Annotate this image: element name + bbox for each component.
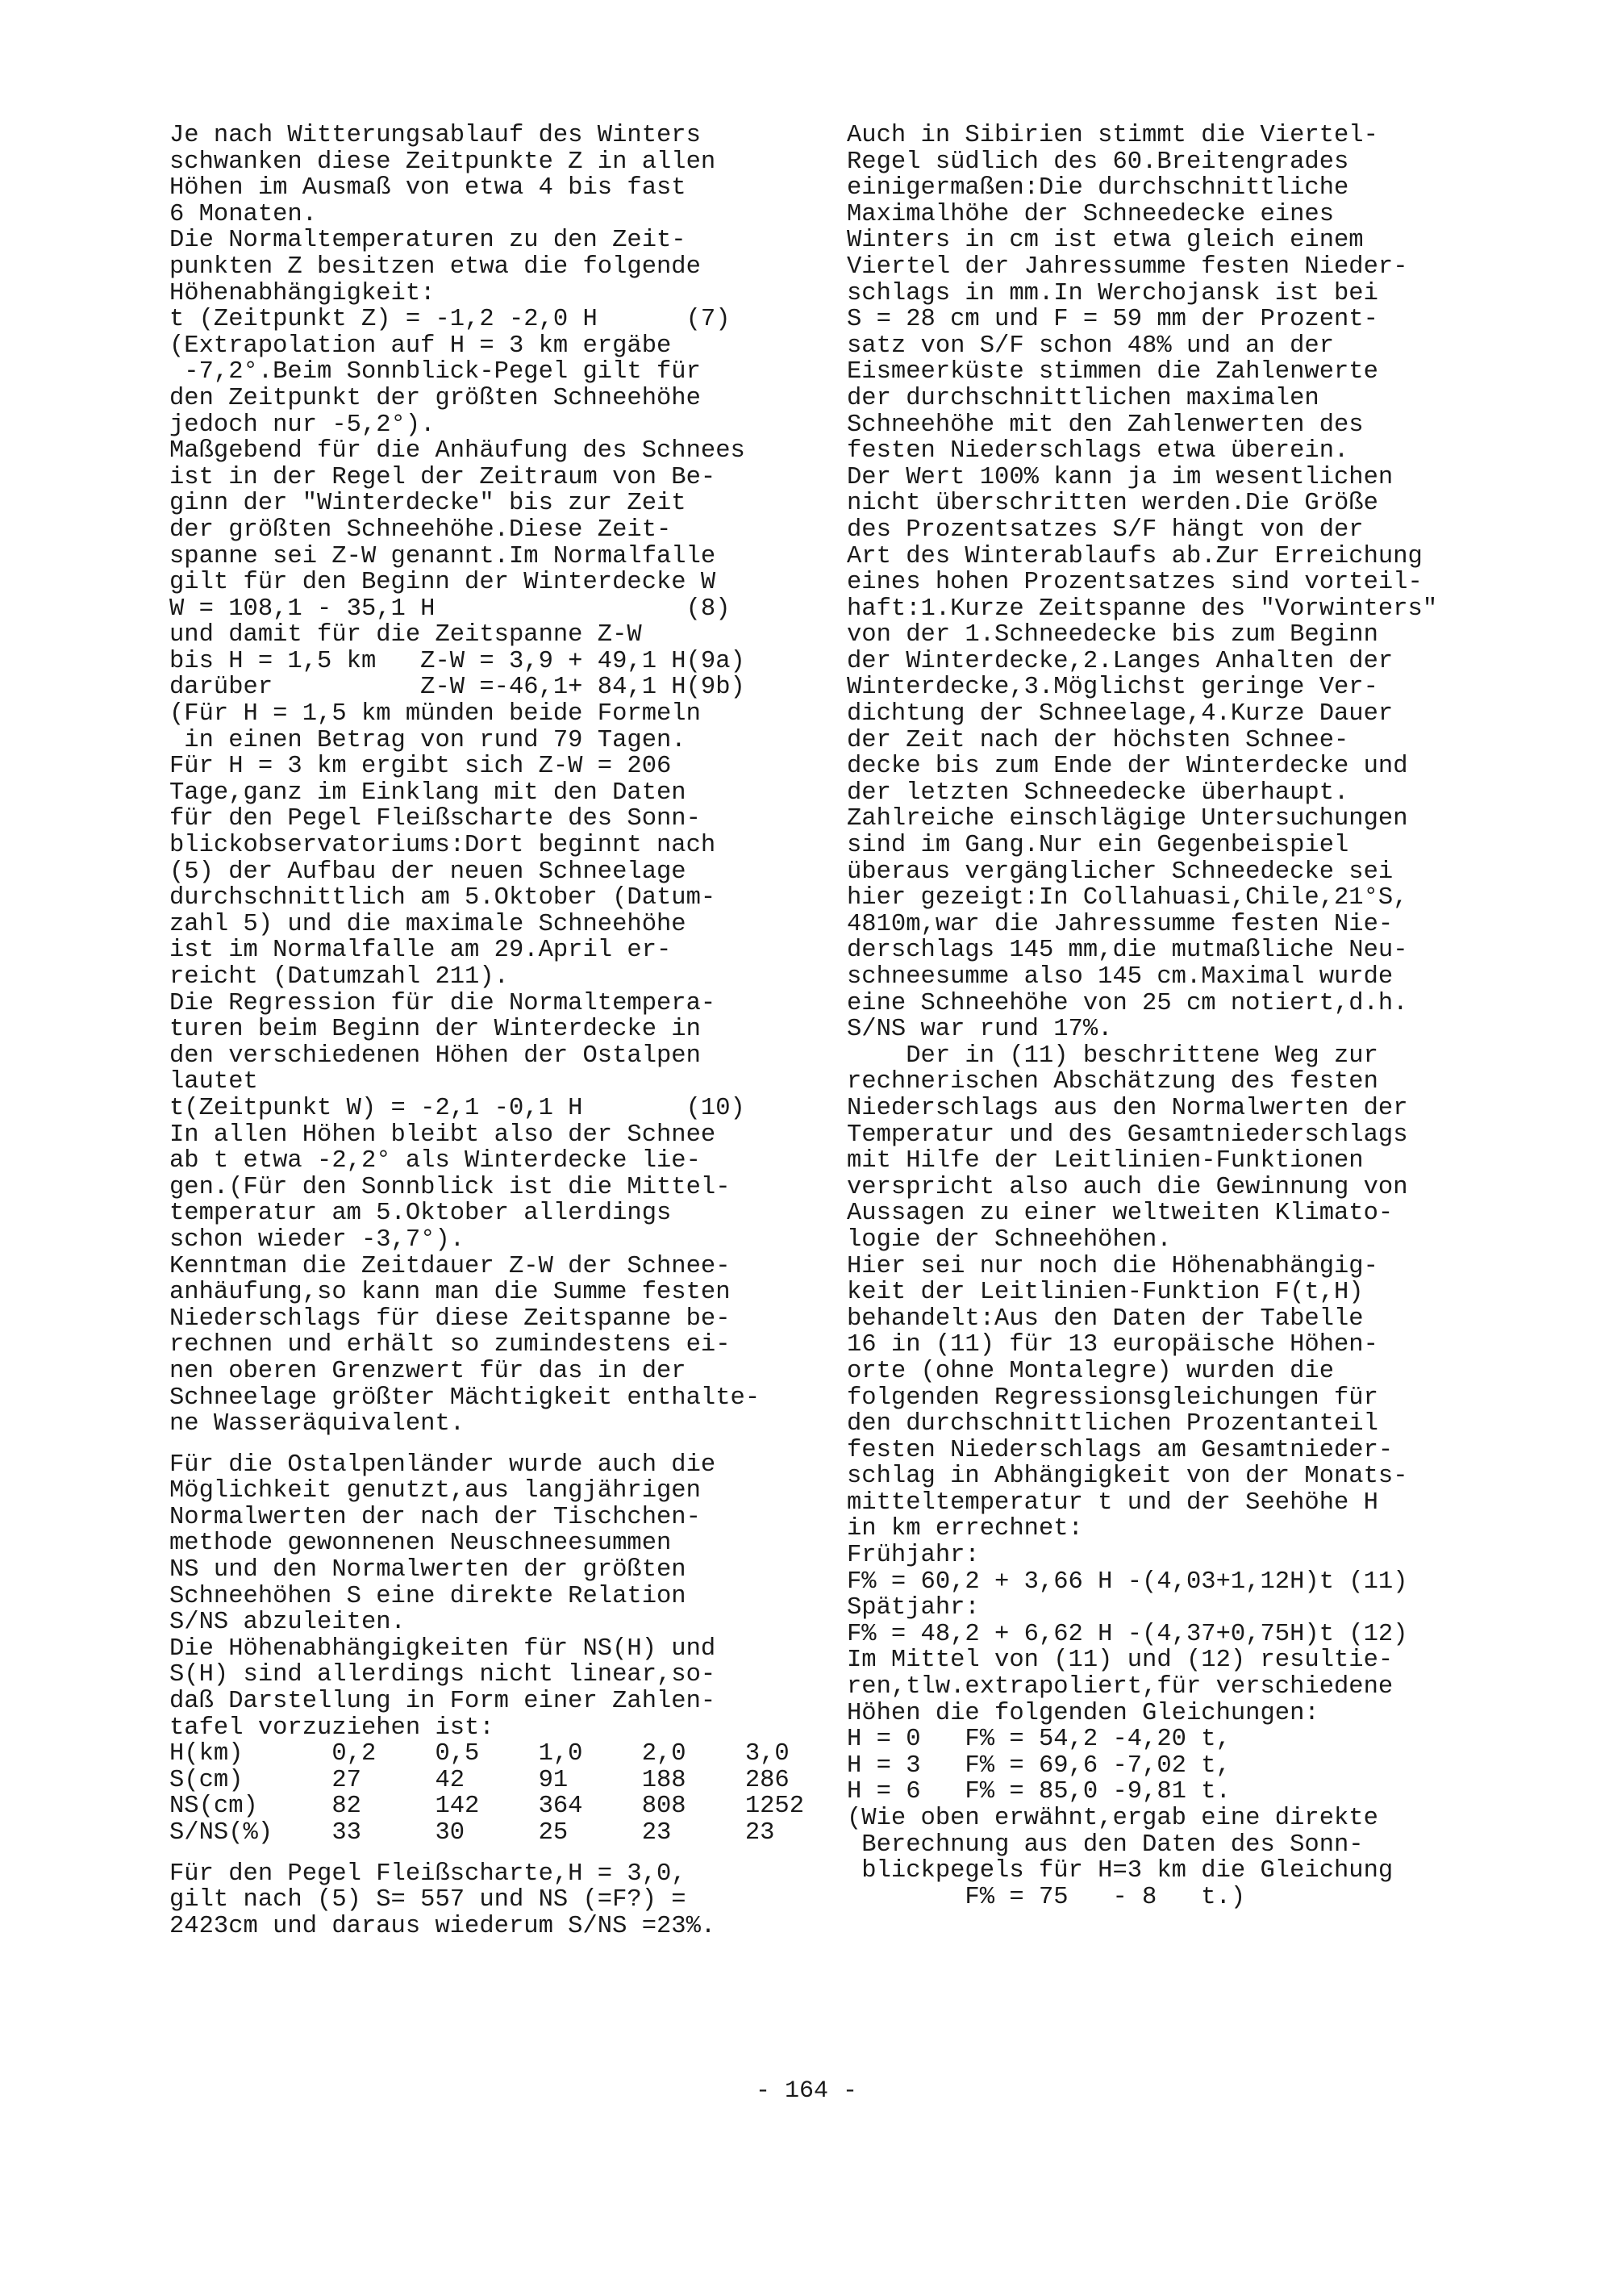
text-line: -7,2°.Beim Sonnblick-Pegel gilt für xyxy=(169,358,701,386)
text-line: S/NS abzuleiten. xyxy=(169,1609,406,1637)
text-line: der durchschnittlichen maximalen xyxy=(847,384,1319,412)
text-line: sind im Gang.Nur ein Gegenbeispiel xyxy=(847,832,1349,860)
text-line: daß Darstellung in Form einer Zahlen- xyxy=(169,1688,716,1716)
text-line: mitteltemperatur t und der Seehöhe H xyxy=(847,1488,1378,1517)
text-line: bis H = 1,5 km Z-W = 3,9 + 49,1 H(9a) xyxy=(169,647,745,675)
text-line: Höhen die folgenden Gleichungen: xyxy=(847,1699,1319,1727)
text-line: keit der Leitlinien-Funktion F(t,H) xyxy=(847,1279,1364,1307)
text-line: schneesumme also 145 cm.Maximal wurde xyxy=(847,963,1394,991)
text-line: Temperatur und des Gesamtniederschlags xyxy=(847,1121,1408,1149)
text-line: nen oberen Grenzwert für das in der xyxy=(169,1357,686,1385)
text-line: Für den Pegel Fleißscharte,H = 3,0, xyxy=(169,1860,686,1888)
text-line: Zahlreiche einschlägige Untersuchungen xyxy=(847,805,1408,833)
text-line: der größten Schneehöhe.Diese Zeit- xyxy=(169,516,672,544)
text-line: blickobservatoriums:Dort beginnt nach xyxy=(169,832,716,860)
text-line: Winterdecke,3.Möglichst geringe Ver- xyxy=(847,674,1378,702)
text-line: ist in der Regel der Zeitraum von Be- xyxy=(169,463,716,491)
text-line: S = 28 cm und F = 59 mm der Prozent- xyxy=(847,306,1378,334)
text-line: Maßgebend für die Anhäufung des Schnees xyxy=(169,437,745,465)
text-line: NS(cm) 82 142 364 808 1252 xyxy=(169,1793,805,1821)
text-line: NS und den Normalwerten der größten xyxy=(169,1556,686,1584)
text-line: hier gezeigt:In Collahuasi,Chile,21°S, xyxy=(847,884,1408,912)
text-line: der letzten Schneedecke überhaupt. xyxy=(847,779,1349,807)
text-line: des Prozentsatzes S/F hängt von der xyxy=(847,516,1364,544)
text-line: methode gewonnenen Neuschneesummen xyxy=(169,1530,672,1558)
text-line: eines hohen Prozentsatzes sind vorteil- xyxy=(847,569,1423,597)
text-line: turen beim Beginn der Winterdecke in xyxy=(169,1016,701,1044)
text-line: orte (ohne Montalegre) wurden die xyxy=(847,1357,1334,1385)
text-line: in km errechnet: xyxy=(847,1515,1083,1543)
text-line: tafel vorzuziehen ist: xyxy=(169,1714,494,1742)
text-line: verspricht also auch die Gewinnung von xyxy=(847,1173,1408,1201)
text-line: anhäufung,so kann man die Summe festen xyxy=(169,1279,731,1307)
text-line: gilt nach (5) S= 557 und NS (=F?) = xyxy=(169,1886,686,1914)
text-line: Schneelage größter Mächtigkeit enthalte- xyxy=(169,1384,761,1412)
text-line: festen Niederschlags am Gesamtnieder- xyxy=(847,1436,1394,1464)
text-line: Der Wert 100% kann ja im wesentlichen xyxy=(847,463,1394,491)
text-line: Aussagen zu einer weltweiten Klimato- xyxy=(847,1200,1394,1228)
text-line: durchschnittlich am 5.Oktober (Datum- xyxy=(169,884,716,912)
text-line: in einen Betrag von rund 79 Tagen. xyxy=(169,726,686,754)
text-line: Art des Winterablaufs ab.Zur Erreichung xyxy=(847,542,1423,570)
text-line: Viertel der Jahressumme festen Nieder- xyxy=(847,253,1408,281)
page-number: - 164 - xyxy=(755,2077,858,2105)
text-line: S(H) sind allerdings nicht linear,so- xyxy=(169,1661,716,1689)
text-line: und damit für die Zeitspanne Z-W xyxy=(169,621,642,649)
text-line: Kenntman die Zeitdauer Z-W der Schnee- xyxy=(169,1252,731,1280)
text-line: gen.(Für den Sonnblick ist die Mittel- xyxy=(169,1173,731,1201)
text-line: blickpegels für H=3 km die Gleichung xyxy=(847,1857,1394,1885)
text-line: eine Schneehöhe von 25 cm notiert,d.h. xyxy=(847,989,1408,1017)
text-line: 6 Monaten. xyxy=(169,200,318,228)
text-line: gilt für den Beginn der Winterdecke W xyxy=(169,569,716,597)
text-line: Der in (11) beschrittene Weg zur xyxy=(847,1042,1378,1070)
text-line: für den Pegel Fleißscharte des Sonn- xyxy=(169,805,701,833)
text-line: lautet xyxy=(169,1068,258,1096)
text-line: Frühjahr: xyxy=(847,1542,980,1570)
text-line: Für H = 3 km ergibt sich Z-W = 206 xyxy=(169,753,672,781)
text-line: ren,tlw.extrapoliert,für verschiedene xyxy=(847,1673,1394,1701)
text-line: Spätjahr: xyxy=(847,1594,980,1622)
text-line: Die Höhenabhängigkeiten für NS(H) und xyxy=(169,1634,716,1663)
text-line: zahl 5) und die maximale Schneehöhe xyxy=(169,910,686,938)
text-line: Niederschlags aus den Normalwerten der xyxy=(847,1094,1408,1122)
text-line: überaus vergänglicher Schneedecke sei xyxy=(847,858,1394,886)
text-line: spanne sei Z-W genannt.Im Normalfalle xyxy=(169,542,716,570)
text-line: H = 3 F% = 69,6 -7,02 t, xyxy=(847,1751,1231,1780)
text-line: den durchschnittlichen Prozentanteil xyxy=(847,1410,1378,1438)
text-line: Je nach Witterungsablauf des Winters xyxy=(169,122,701,149)
text-line: (Wie oben erwähnt,ergab eine direkte xyxy=(847,1805,1378,1832)
text-line: F% = 75 - 8 t.) xyxy=(847,1883,1246,1911)
text-line: ne Wasseräquivalent. xyxy=(169,1410,465,1438)
text-line: temperatur am 5.Oktober allerdings xyxy=(169,1200,672,1228)
text-line: jedoch nur -5,2°). xyxy=(169,411,436,439)
text-line: rechnerischen Abschätzung des festen xyxy=(847,1068,1378,1096)
text-line: 4810m,war die Jahressumme festen Nie- xyxy=(847,910,1394,938)
text-line: Berechnung aus den Daten des Sonn- xyxy=(847,1831,1364,1859)
text-line: Die Normaltemperaturen zu den Zeit- xyxy=(169,227,686,255)
text-line: (Für H = 1,5 km münden beide Formeln xyxy=(169,700,701,728)
text-line: In allen Höhen bleibt also der Schnee xyxy=(169,1121,716,1149)
text-line: Im Mittel von (11) und (12) resultie- xyxy=(847,1647,1394,1675)
text-line: F% = 48,2 + 6,62 H -(4,37+0,75H)t (12) xyxy=(847,1620,1408,1648)
text-line: S(cm) 27 42 91 188 286 xyxy=(169,1766,790,1794)
text-line: W = 108,1 - 35,1 H (8) xyxy=(169,595,731,623)
text-line: Niederschlags für diese Zeitspanne be- xyxy=(169,1305,731,1333)
text-line: Schneehöhen S eine direkte Relation xyxy=(169,1582,686,1610)
text-line: Für die Ostalpenländer wurde auch die xyxy=(169,1451,716,1479)
text-line: Hier sei nur noch die Höhenabhängig- xyxy=(847,1252,1378,1280)
text-line: Möglichkeit genutzt,aus langjährigen xyxy=(169,1477,701,1505)
text-line: folgenden Regressionsgleichungen für xyxy=(847,1384,1378,1412)
text-line: S/NS war rund 17%. xyxy=(847,1016,1113,1044)
text-line: (Extrapolation auf H = 3 km ergäbe xyxy=(169,332,672,360)
text-line: Normalwerten der nach der Tischchen- xyxy=(169,1503,701,1531)
text-line: t (Zeitpunkt Z) = -1,2 -2,0 H (7) xyxy=(169,306,731,334)
text-line: reicht (Datumzahl 211). xyxy=(169,963,509,991)
text-line: t(Zeitpunkt W) = -2,1 -0,1 H (10) xyxy=(169,1094,745,1122)
text-line: satz von S/F schon 48% und an der xyxy=(847,332,1334,360)
text-line: mit Hilfe der Leitlinien-Funktionen xyxy=(847,1147,1364,1175)
text-line: schwanken diese Zeitpunkte Z in allen xyxy=(169,148,716,176)
text-line: festen Niederschlags etwa überein. xyxy=(847,437,1349,465)
text-line: der Winterdecke,2.Langes Anhalten der xyxy=(847,647,1394,675)
text-line: Tage,ganz im Einklang mit den Daten xyxy=(169,779,686,807)
text-line: dichtung der Schneelage,4.Kurze Dauer xyxy=(847,700,1394,728)
text-line: schlags in mm.In Werchojansk ist bei xyxy=(847,279,1378,307)
text-line: schlag in Abhängigkeit von der Monats- xyxy=(847,1463,1408,1491)
text-line: S/NS(%) 33 30 25 23 23 xyxy=(169,1819,775,1847)
text-line: logie der Schneehöhen. xyxy=(847,1225,1172,1254)
text-line: nicht überschritten werden.Die Größe xyxy=(847,490,1378,518)
text-line: (5) der Aufbau der neuen Schneelage xyxy=(169,858,686,886)
text-line: Schneehöhe mit den Zahlenwerten des xyxy=(847,411,1364,439)
text-line: ist im Normalfalle am 29.April er- xyxy=(169,937,672,965)
text-line: den verschiedenen Höhen der Ostalpen xyxy=(169,1042,701,1070)
text-line: decke bis zum Ende der Winterdecke und xyxy=(847,753,1408,781)
text-line: Winters in cm ist etwa gleich einem xyxy=(847,227,1364,255)
text-line: punkten Z besitzen etwa die folgende xyxy=(169,253,701,281)
text-line: behandelt:Aus den Daten der Tabelle xyxy=(847,1305,1364,1333)
text-line: rechnen und erhält so zumindestens ei- xyxy=(169,1331,731,1359)
text-line: Eismeerküste stimmen die Zahlenwerte xyxy=(847,358,1378,386)
text-line: haft:1.Kurze Zeitspanne des "Vorwinters" xyxy=(847,595,1438,623)
left-column xyxy=(169,122,805,1940)
text-line: ab t etwa -2,2° als Winterdecke lie- xyxy=(169,1147,701,1175)
text-line: H = 0 F% = 54,2 -4,20 t, xyxy=(847,1726,1231,1754)
text-line: Höhen im Ausmaß von etwa 4 bis fast xyxy=(169,174,686,202)
text-line: Auch in Sibirien stimmt die Viertel- xyxy=(847,122,1378,149)
text-line: derschlags 145 mm,die mutmaßliche Neu- xyxy=(847,937,1408,965)
text-line: darüber Z-W =-46,1+ 84,1 H(9b) xyxy=(169,674,745,702)
text-line: einigermaßen:Die durchschnittliche xyxy=(847,174,1349,202)
text-line: den Zeitpunkt der größten Schneehöhe xyxy=(169,384,701,412)
text-line: von der 1.Schneedecke bis zum Beginn xyxy=(847,621,1378,649)
text-line: Die Regression für die Normaltempera- xyxy=(169,989,716,1017)
right-column xyxy=(847,123,1492,1910)
text-line: H = 6 F% = 85,0 -9,81 t. xyxy=(847,1778,1231,1806)
text-line: ginn der "Winterdecke" bis zur Zeit xyxy=(169,490,686,518)
text-line: H(km) 0,2 0,5 1,0 2,0 3,0 xyxy=(169,1740,790,1768)
text-line: schon wieder -3,7°). xyxy=(169,1225,465,1254)
text-line: Höhenabhängigkeit: xyxy=(169,279,436,307)
text-line: 16 in (11) für 13 europäische Höhen- xyxy=(847,1331,1378,1359)
text-line: Regel südlich des 60.Breitengrades xyxy=(847,148,1349,176)
text-line: F% = 60,2 + 3,66 H -(4,03+1,12H)t (11) xyxy=(847,1568,1408,1596)
text-line: Maximalhöhe der Schneedecke eines xyxy=(847,200,1334,228)
text-line: 2423cm und daraus wiederum S/NS =23%. xyxy=(169,1912,716,1940)
text-line: der Zeit nach der höchsten Schnee- xyxy=(847,726,1349,754)
